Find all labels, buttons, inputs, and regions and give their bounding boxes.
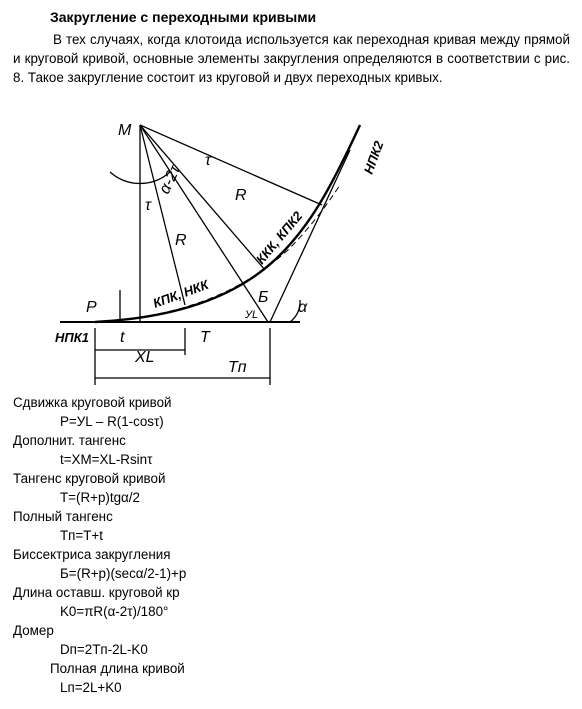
label-alpha-minus: α-2τ (156, 162, 185, 197)
label-bisector: Биссектриса закругления (13, 547, 171, 562)
label-xl: XL (135, 349, 155, 366)
curve-diagram (0, 110, 582, 390)
label-shift: Сдвижка круговой кривой (13, 395, 172, 410)
label-big-t: T (200, 329, 210, 346)
label-r2: R (235, 187, 247, 204)
intro-paragraph: В тех случаях, когда клотоида используется как переходная кривая между прямой и круговой кривой, основные элементы закругления определяются в соответствии с рис. 8. Такое закругление состоит из круговой и двух переходных кривых. (13, 32, 570, 85)
label-circle-tangent: Тангенс круговой кривой (13, 471, 166, 486)
formula-bisector: Б=(R+p)(secα/2-1)+p (60, 566, 187, 581)
label-tp: Tп (228, 359, 247, 376)
formula-remaining-curve: K0=πR(α-2τ)/180° (60, 604, 169, 619)
label-ul: УL (245, 309, 259, 321)
label-t: t (120, 329, 125, 346)
label-tau2: τ (205, 152, 211, 169)
formula-add-tangent: t=XM=XL-Rsinτ (60, 452, 153, 467)
label-kpk-nkk: КПК, НКК (150, 276, 211, 311)
label-tau1: τ (145, 197, 151, 214)
label-kkk-kpk: ККК, КПК2 (252, 208, 306, 267)
label-domer: Домер (13, 623, 54, 638)
label-npk2: НПК2 (360, 138, 387, 177)
label-b: Б (258, 289, 269, 306)
formula-full-length: Lп=2L+K0 (60, 680, 122, 695)
formula-shift: P=УL – R(1-cosτ) (60, 414, 164, 429)
label-m: M (118, 122, 132, 139)
formula-domer: Dп=2Tп-2L-K0 (60, 642, 148, 657)
label-full-length: Полная длина кривой (50, 661, 185, 676)
label-full-tangent: Полный тангенс (13, 509, 113, 524)
section-title: Закругление с переходными кривыми (50, 9, 317, 25)
formula-circle-tangent: T=(R+p)tgα/2 (60, 490, 140, 505)
label-remaining-curve: Длина оставш. круговой кр (13, 585, 180, 600)
main-curve (95, 125, 360, 322)
formula-full-tangent: Tп=T+t (60, 528, 103, 543)
label-alpha: α (298, 299, 308, 316)
label-p: P (86, 299, 97, 316)
label-r1: R (175, 232, 187, 249)
label-add-tangent: Дополнит. тангенс (13, 433, 126, 448)
label-npk1: НПК1 (55, 330, 89, 345)
